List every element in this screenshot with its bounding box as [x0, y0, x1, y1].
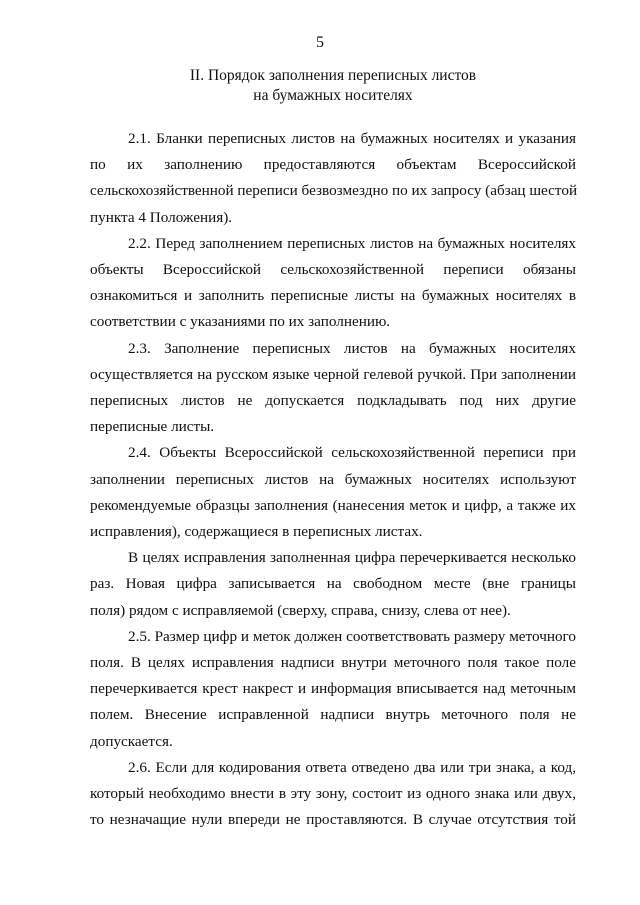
paragraph-2-6: [90, 755, 576, 834]
text-line: рекомендуемые образцы заполнения (нанесения меток и цифр, а также их: [90, 496, 576, 514]
text-line: поля. В целях исправления надписи внутри меточного поля такое поле: [90, 654, 576, 672]
text-line: осуществляется на русском языке черной гелевой ручкой. При заполнении: [90, 365, 576, 383]
text-line: полем. Внесение исправленной надписи внутрь меточного поля не: [90, 706, 576, 724]
text-line: переписных листов не допускается подкладывать под них другие: [90, 392, 576, 410]
text-line: объекты Всероссийской сельскохозяйственной переписи обязаны: [90, 261, 576, 279]
paragraph-2-5: [90, 624, 576, 755]
text-line: то незначащие нули впереди не проставляются. В случае отсутствия той: [90, 811, 576, 829]
text-line: допускается.: [90, 732, 173, 750]
paragraph-correction: [90, 545, 576, 624]
text-line: 2.4. Объекты Всероссийской сельскохозяйственной переписи при: [128, 444, 576, 462]
text-line: исправления), содержащиеся в переписных листах.: [90, 523, 423, 541]
text-line: перечеркивается крест накрест и информация вписывается над меточным: [90, 680, 576, 698]
paragraph-2-3: [90, 336, 576, 441]
text-line: 2.3. Заполнение переписных листов на бумажных носителях: [128, 339, 576, 357]
text-line: 2.2. Перед заполнением переписных листов на бумажных носителях: [128, 234, 576, 252]
page-number: 5: [316, 34, 324, 51]
text-line: 2.6. Если для кодирования ответа отведено два или три знака, а код,: [128, 758, 576, 776]
paragraph-2-4: [90, 440, 576, 545]
section-heading: [90, 66, 576, 106]
text-line: по их заполнению предоставляются объектам Всероссийской: [90, 156, 576, 174]
text-line: сельскохозяйственной переписи безвозмездно по их запросу (абзац шестой: [90, 182, 578, 200]
section-heading-line-1: II. Порядок заполнения переписных листов: [189, 67, 477, 84]
text-line: поля) рядом с исправляемой (сверху, справа, снизу, слева от нее).: [90, 601, 511, 619]
text-line: В целях исправления заполненная цифра перечеркивается несколько: [128, 549, 576, 567]
text-line: 2.5. Размер цифр и меток должен соответствовать размеру меточного: [128, 627, 576, 645]
text-line: заполнении переписных листов на бумажных носителях используют: [90, 470, 576, 488]
text-line: 2.1. Бланки переписных листов на бумажных носителях и указания: [128, 130, 576, 147]
text-line: который необходимо внести в эту зону, состоит из одного знака или двух,: [90, 785, 576, 803]
paragraph-2-1: [90, 126, 576, 231]
text-line: ознакомиться и заполнить переписные листы на бумажных носителях в: [90, 287, 576, 305]
section-heading-line-2: на бумажных носителях: [253, 87, 413, 104]
paragraph-2-2: [90, 231, 576, 336]
body-text: [90, 126, 576, 833]
text-line: соответствии с указаниями по их заполнению.: [90, 313, 391, 331]
text-line: раз. Новая цифра записывается на свободном месте (вне границы: [90, 575, 576, 593]
text-line: переписные листы.: [90, 418, 215, 436]
text-line: пункта 4 Положения).: [90, 208, 233, 226]
